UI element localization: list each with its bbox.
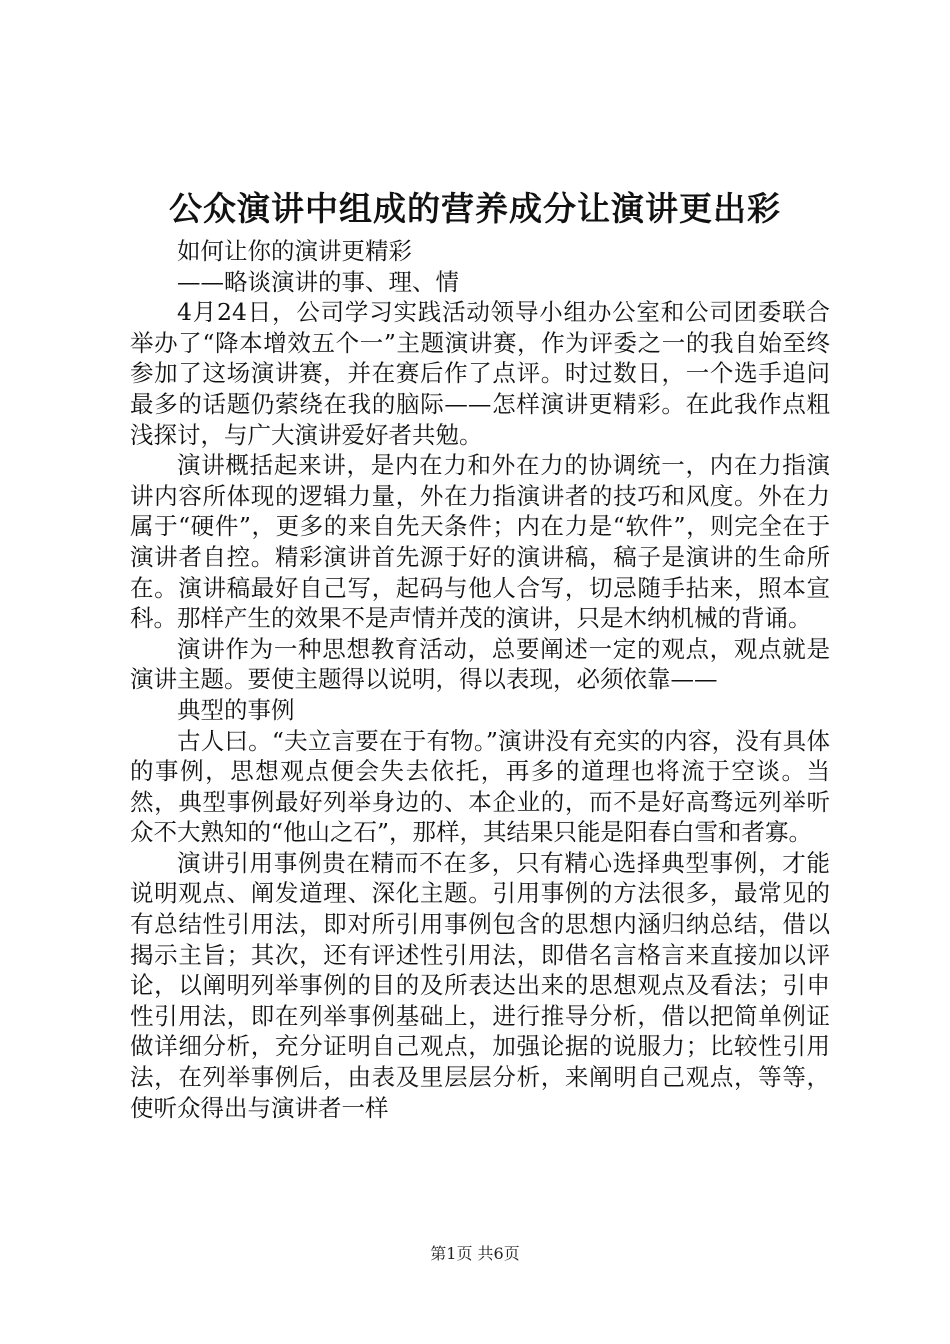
section-heading: 典型的事例 (177, 695, 295, 724)
subtitle-line: 如何让你的演讲更精彩 (177, 237, 412, 265)
page-number-footer: 第1页 共6页 (430, 1244, 520, 1263)
paragraph: 演讲作为一种思想教育活动，总要阐述一定的观点，观点就是演讲主题。要使主题得以说明，得以表现，必须依靠—— (130, 634, 830, 694)
document-title: 公众演讲中组成的营养成分让演讲更出彩 (169, 189, 781, 228)
subtitle-dash-line: ——略谈演讲的事、理、情 (177, 267, 459, 296)
paragraph: 演讲概括起来讲，是内在力和外在力的协调统一，内在力指演讲内容所体现的逻辑力量，外在力指演讲者的技巧和风度。外在力属于“硬件”，更多的来自先天条件；内在力是“软件”，则完全在于演讲者自控。精彩演讲首先源于好的演讲稿，稿子是演讲的生命所在。演讲稿最好自己写，起码与他人合写，切忌随手拈来，照本宣科。那样产生的效果不是声情并茂的演讲，只是木纳机械的背诵。 (130, 451, 830, 633)
document-body (130, 236, 830, 1123)
paragraph: 演讲引用事例贵在精而不在多，只有精心选择典型事例，才能说明观点、阐发道理、深化主题。引用事例的方法很多，最常见的有总结性引用法，即对所引用事例包含的思想内涵归纳总结，借以揭示主旨；其次，还有评述性引用法，即借名言格言来直接加以评论，以阐明列举事例的目的及所表达出来的思想观点及看法；引申性引用法，即在列举事例基础上，进行推导分析，借以把简单例证做详细分析，充分证明自己观点，加强论据的说服力；比较性引用法，在列举事例后，由表及里层层分析，来阐明自己观点，等等，使听众得出与演讲者一样 (130, 848, 830, 1122)
paragraph: 4月24日，公司学习实践活动领导小组办公室和公司团委联合举办了“降本增效五个一”主题演讲赛，作为评委之一的我自始至终参加了这场演讲赛，并在赛后作了点评。时过数日，一个选手追问最多的话题仍萦绕在我的脑际——怎样演讲更精彩。在此我作点粗浅探讨，与广大演讲爱好者共勉。 (130, 298, 830, 449)
paragraph: 古人曰。“夫立言要在于有物。”演讲没有充实的内容，没有具体的事例，思想观点便会失去依托，再多的道理也将流于空谈。当然，典型事例最好列举身边的、本企业的，而不是好高骛远列举听众不大熟知的“他山之石”，那样，其结果只能是阳春白雪和者寡。 (130, 726, 830, 847)
